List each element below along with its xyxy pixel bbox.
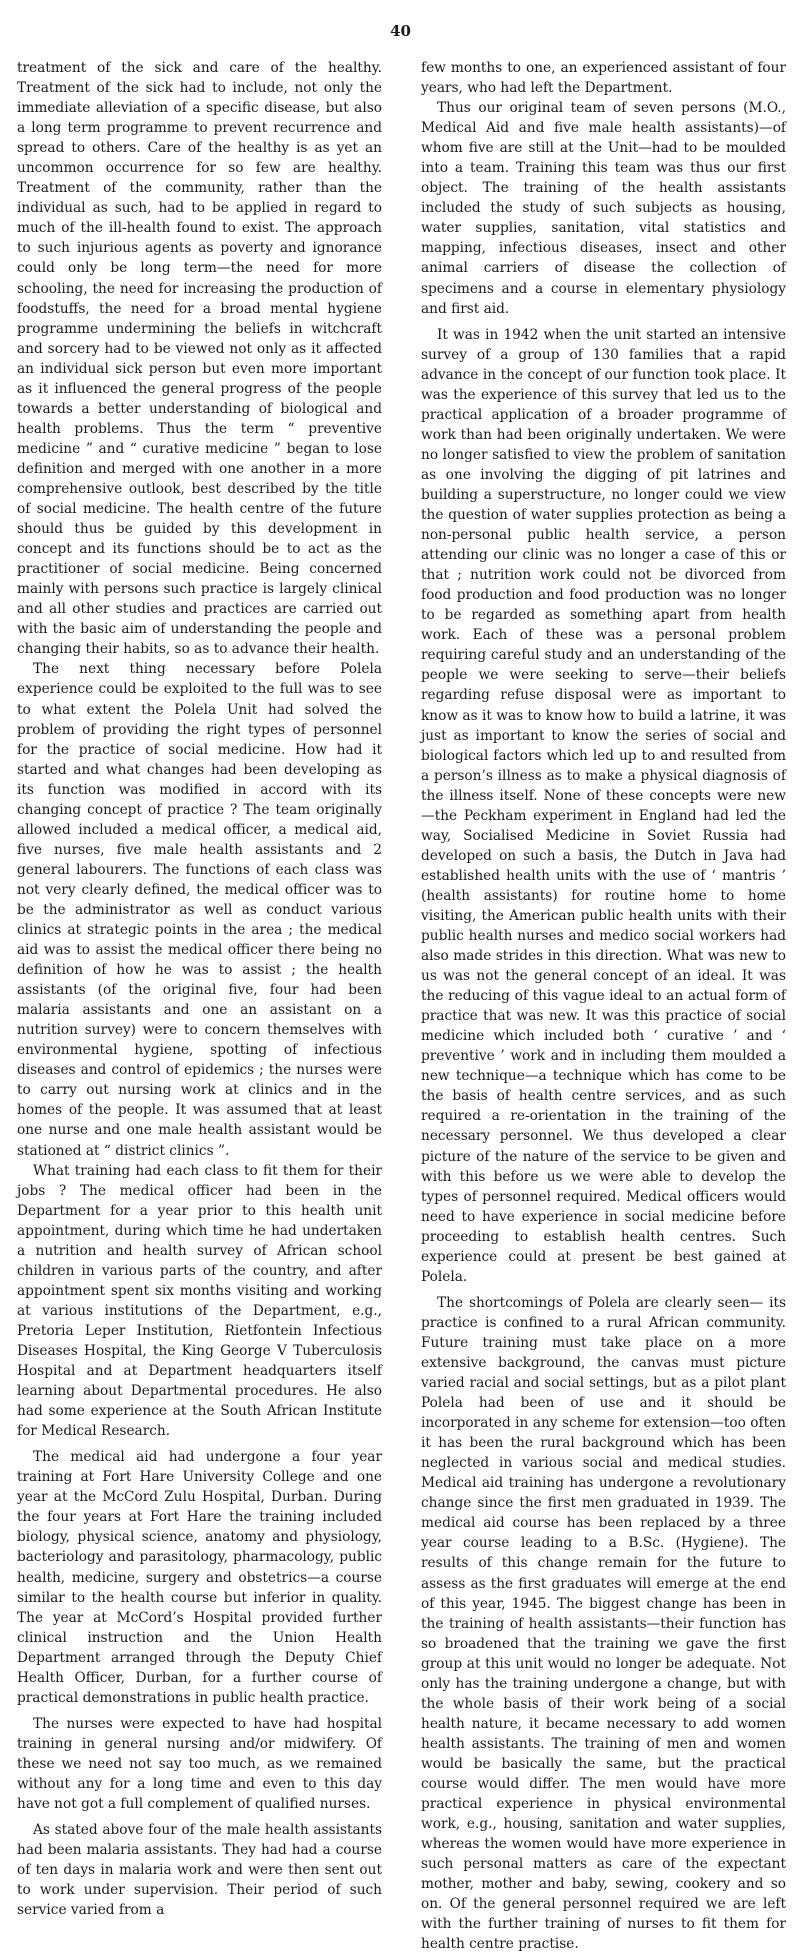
paragraph: The medical aid had undergone a four year training at Fort Hare University College and one year at the McCord Zulu Hospital, Durban. During the four years at Fort Hare the training included biology, physical science, anatomy and physiology, bacteriology and parasitology, pharmacology, public health, medicine, surgery and obstetrics—a course similar to the health course but inferior in quality. The year at McCord’s Hospital provided further clinical instruction and the Union Health Department arranged through the Deputy Chief Health Officer, Durban, for a further course of practical demonstrations in public health practice. (17, 1449, 382, 1706)
left-column (17, 58, 382, 1920)
paragraph: Thus our original team of seven persons (M.O., Medical Aid and five male health assistants)—of whom five are still at the Unit—had to be moulded into a team. Training this team was thus our first object. The training of the health assistants included the study of such subjects as housing, water supplies, sanitation, vital statistics and mapping, infectious diseases, insect and other animal carriers of disease the collection of specimens and a course in elementary physiology and first aid. (421, 100, 786, 317)
right-column (421, 58, 786, 1954)
paragraph: The nurses were expected to have had hospital training in general nursing and/or midwifery. Of these we need not say too much, as we remained without any for a long time and even to this day have not got a full complement of qualified nurses. (17, 1715, 382, 1813)
paragraph: It was in 1942 when the unit started an intensive survey of a group of 130 families that a rapid advance in the concept of our function took place. It was the experience of this survey that led us to the practical application of a broader programme of work than had been originally undertaken. We were no longer satisfied to view the problem of sanitation as one involving the digging of pit latrines and building a superstructure, no longer could we view the question of water supplies protection as being a non-personal public health service, a person attending our clinic was no longer a case of this or that ; nutrition work could not be divorced from food production and food production was no longer to be regarded as something apart from health work. Each of these was a personal problem requiring careful study and an understanding of the people we were seeking to serve—their beliefs regarding refuse disposal were as important to know as it was to know how to build a latrine, it was just as important to know the series of social and biological factors which led up to and resulted from a person’s illness as to make a physical diagnosis of the illness itself. None of these concepts were new—the Peckham experiment in England had led the way, Socialised Medicine in Soviet Russia had developed on such a basis, the Dutch in Java had established health units with the use of ‘ mantris ’ (health assistants) for routine home to home visiting, the American public health units with their public health nurses and medico social workers had also made strides in this direction. What was new to us was not the general concept of an ideal. It was the reducing of this vague ideal to an actual form of practice that was new. It was this practice of social medicine which included both ‘ curative ’ and ‘ preventive ’ work and in including them moulded a new technique—a technique which has come to be the basis of health centre services, and as such required a re-orientation in the training of the necessary personnel. We thus developed a clear picture of the nature of the service to be given and with this before us we were able to develop the types of personnel required. Medical officers would need to have experience in social medicine before proceeding to establish health centres. Such experience could at present be best gained at Polela. (421, 326, 786, 1285)
paragraph: treatment of the sick and care of the healthy. Treatment of the sick had to include, not only the immediate alleviation of a specific disease, but also a long term programme to prevent recurrence and spread to others. Care of the healthy is as yet an uncommon occurrence for so few are healthy. Treatment of the community, rather than the individual as such, had to be applied in regard to much of the ill-health found to exist. The approach to such injurious agents as poverty and ignorance could only be long term—the need for more schooling, the need for increasing the production of foodstuffs, the need for a broad mental hygiene programme undermining the beliefs in witchcraft and sorcery had to be viewed not only as it affected an individual sick person but even more important as it influenced the general progress of the people towards a better understanding of biological and health problems. Thus the term “ preventive medicine ” and “ curative medicine ” began to lose definition and merged with one another in a more comprehensive outlook, best described by the title of social medicine. The health centre of the future should thus be guided by this development in concept and its functions should be to act as the practitioner of social medicine. Being concerned mainly with persons such practice is largely clinical and all other studies and practices are carried out with the basic aim of understanding the people and changing their habits, so as to advance their health. (17, 60, 382, 658)
paragraph: What training had each class to fit them for their jobs ? The medical officer had been in the Department for a year prior to this health unit appointment, during which time he had undertaken a nutrition and health survey of African school children in various parts of the country, and after appointment spent six months visiting and working at various institutions of the Department, e.g., Pretoria Leper Institution, Rietfontein Infectious Diseases Hospital, the King George V Tuberculosis Hospital and at Department headquarters itself learning about Departmental procedures. He also had some experience at the South African Institute for Medical Research. (17, 1162, 382, 1440)
paragraph: few months to one, an experienced assistant of four years, who had left the Department. (421, 60, 786, 97)
paragraph: As stated above four of the male health assistants had been malaria assistants. They had had a course of ten days in malaria work and were then sent out to work under supervision. Their period of such service varied from a (17, 1822, 382, 1919)
paragraph: The shortcomings of Polela are clearly seen— its practice is confined to a rural African community. Future training must take place on a more extensive background, the canvas must picture varied racial and social settings, but as a pilot plant Polela had been of use and it should be incorporated in any scheme for extension—too often it has been the rural background which has been neglected in various social and medical studies. Medical aid training has undergone a revolutionary change since the first men graduated in 1939. The medical aid course has been replaced by a three year course leading to a B.Sc. (Hygiene). The results of this change remain for the future to assess as the first graduates will emerge at the end of this year, 1945. The biggest change has been in the training of health assistants—their function has so broadened that the training we gave the first group at this unit would no longer be adequate. Not only has the training undergone a change, but with the whole basis of their work being of a social health nature, it became necessary to add women health assistants. The training of men and women would be basically the same, but the practical course would differ. The men would have more practical experience in physical environmental work, e.g., housing, sanitation and water supplies, whereas the women would have more experience in such personal matters as care of the expectant mother, mother and baby, sewing, cookery and so on. Of the general personnel required we are left with the further training of nurses to fit them for health centre practise. (421, 1294, 786, 1953)
page-number: 40 (390, 22, 411, 40)
paragraph: The next thing necessary before Polela experience could be exploited to the full was to see to what extent the Polela Unit had solved the problem of providing the right types of personnel for the practice of social medicine. How had it started and what changes had been developing as its function was modified in accord with its changing concept of practice ? The team originally allowed included a medical officer, a medical aid, five nurses, five male health assistants and 2 general labourers. The functions of each class was not very clearly defined, the medical officer was to be the administrator as well as conduct various clinics at strategic points in the area ; the medical aid was to assist the medical officer there being no definition of how he was to assist ; the health assistants (of the original five, four had been malaria assistants and one an assistant on a nutrition survey) were to concern themselves with environmental hygiene, spotting of infectious diseases and control of epidemics ; the nurses were to carry out nursing work at clinics and in the homes of the people. It was assumed that at least one nurse and one male health assistant would be stationed at “ district clinics ”. (17, 661, 382, 1159)
